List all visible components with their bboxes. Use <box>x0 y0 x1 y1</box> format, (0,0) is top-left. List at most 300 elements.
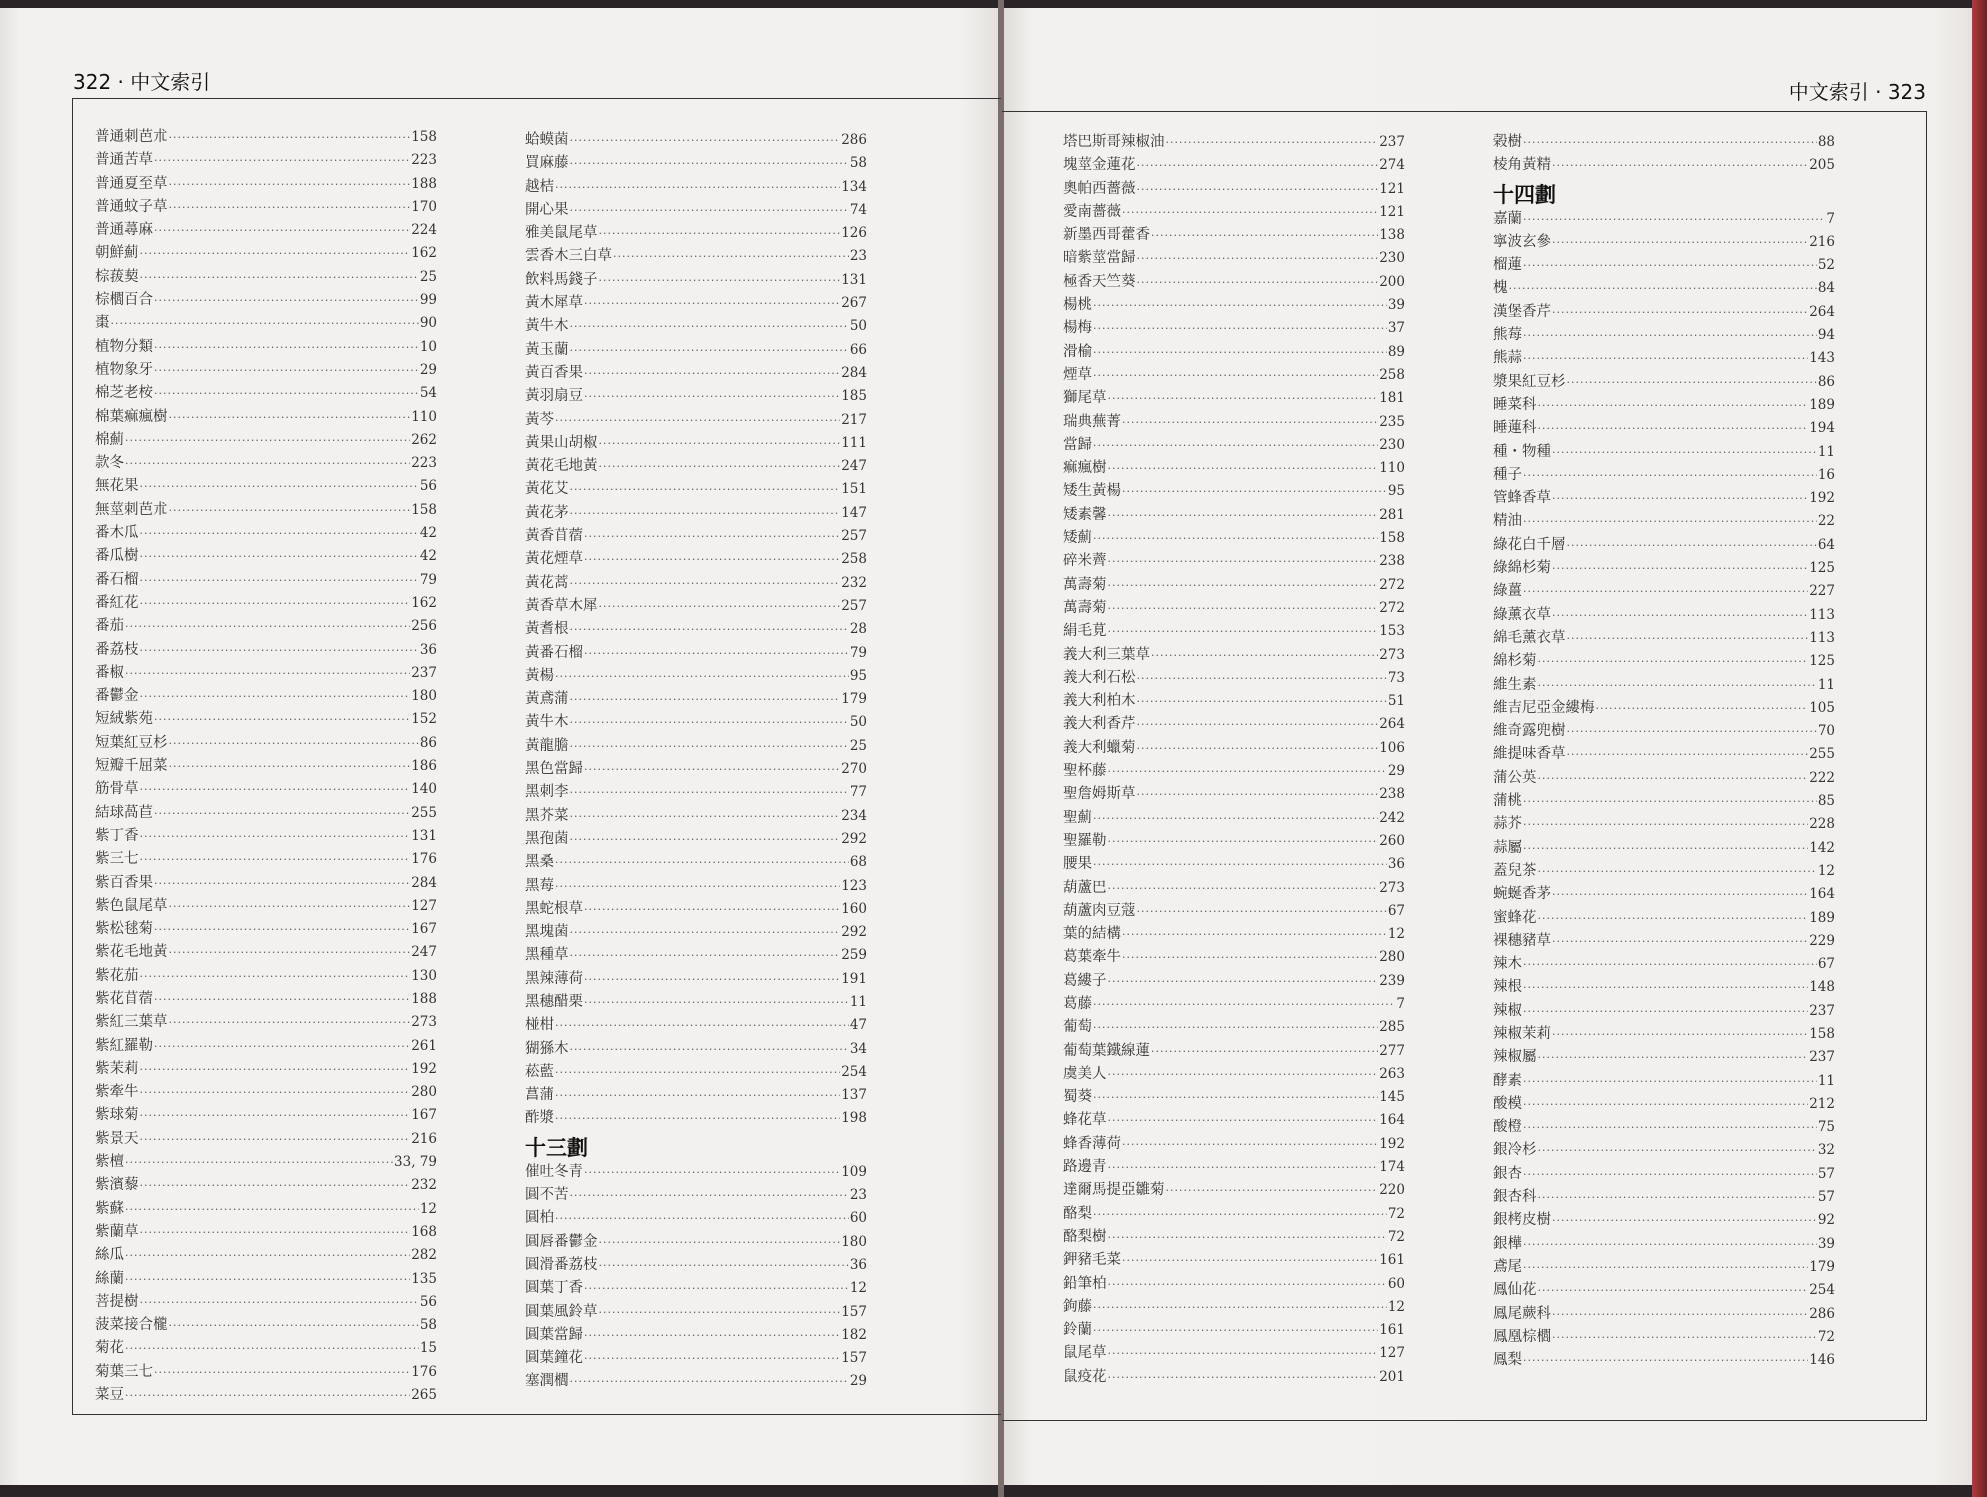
leader-dots <box>1151 224 1378 247</box>
index-entry <box>1063 341 1405 364</box>
entry-term: 普通蚊子草 <box>95 198 168 215</box>
entry-page-number: 64 <box>1817 536 1835 553</box>
entry-page-number: 25 <box>419 268 437 285</box>
entry-term: 酵素 <box>1493 1072 1522 1089</box>
index-entry <box>95 872 437 895</box>
leader-dots <box>599 432 841 455</box>
index-entry <box>95 1198 437 1221</box>
index-entry <box>95 708 437 731</box>
entry-term: 鉤藤 <box>1063 1298 1092 1315</box>
entry-term: 蒲公英 <box>1493 769 1537 786</box>
entry-term: 菊花 <box>95 1340 124 1357</box>
entry-term: 鳶尾 <box>1493 1258 1522 1275</box>
entry-term: 黃牛木 <box>525 714 569 731</box>
entry-term: 黑桑 <box>525 854 554 871</box>
leader-dots <box>584 525 840 548</box>
entry-page-number: 7 <box>1826 210 1835 227</box>
index-entry <box>1063 457 1405 480</box>
entry-term: 蜂香薄荷 <box>1063 1135 1121 1152</box>
index-entry <box>525 269 867 292</box>
entry-term: 棉芝老桉 <box>95 385 153 402</box>
entry-page-number: 267 <box>841 295 867 312</box>
index-entry <box>95 522 437 545</box>
leader-dots <box>584 1277 849 1300</box>
entry-page-number: 285 <box>1379 1019 1405 1036</box>
entry-term: 棉葉痲瘋樹 <box>95 408 168 425</box>
entry-term: 紫紅羅勒 <box>95 1037 153 1054</box>
entry-term: 葫蘆肉豆蔻 <box>1063 902 1136 919</box>
index-entry <box>525 1107 867 1130</box>
index-entry <box>525 921 867 944</box>
entry-page-number: 157 <box>841 1350 867 1367</box>
entry-term: 普通苦草 <box>95 152 153 169</box>
index-entry <box>1493 860 1835 883</box>
index-entry <box>1493 1349 1835 1372</box>
index-entry <box>95 149 437 172</box>
entry-page-number: 247 <box>411 944 437 961</box>
entry-page-number: 255 <box>411 804 437 821</box>
leader-dots <box>140 1291 419 1314</box>
entry-page-number: 67 <box>1817 956 1835 973</box>
entry-term: 黃花煙草 <box>525 551 583 568</box>
entry-term: 雅美鼠尾草 <box>525 225 598 242</box>
leader-dots <box>570 1370 849 1393</box>
entry-page-number: 106 <box>1379 739 1405 756</box>
entry-page-number: 66 <box>849 341 867 358</box>
index-entry <box>1493 534 1835 557</box>
leader-dots <box>125 429 410 452</box>
leader-dots <box>1523 790 1817 813</box>
leader-dots <box>140 266 419 289</box>
entry-page-number: 28 <box>849 621 867 638</box>
entry-term: 漢堡香芹 <box>1493 303 1551 320</box>
entry-term: 楊梅 <box>1063 320 1092 337</box>
entry-page-number: 73 <box>1387 669 1405 686</box>
entry-term: 維生素 <box>1493 676 1537 693</box>
entry-term: 棱角黃精 <box>1493 157 1551 174</box>
entry-term: 筋骨草 <box>95 781 139 798</box>
index-entry <box>95 1081 437 1104</box>
entry-term: 裸穗豬草 <box>1493 932 1551 949</box>
leader-dots <box>140 639 419 662</box>
entry-page-number: 167 <box>411 921 437 938</box>
entry-term: 款冬 <box>95 455 124 472</box>
leader-dots <box>154 802 410 825</box>
entry-page-number: 182 <box>841 1326 867 1343</box>
leader-dots <box>1093 1086 1378 1109</box>
entry-page-number: 212 <box>1809 1095 1835 1112</box>
leader-dots <box>125 662 410 685</box>
index-entry <box>525 362 867 385</box>
entry-page-number: 247 <box>841 458 867 475</box>
leader-dots <box>1523 347 1808 370</box>
entry-term: 熊蒜 <box>1493 350 1522 367</box>
leader-dots <box>570 502 841 525</box>
entry-page-number: 229 <box>1809 932 1835 949</box>
index-entry <box>525 152 867 175</box>
entry-term: 塞潤櫚 <box>525 1373 569 1390</box>
index-entry <box>1063 574 1405 597</box>
entry-term: 嘉蘭 <box>1493 210 1522 227</box>
leader-dots <box>1137 783 1379 806</box>
leader-dots <box>154 872 410 895</box>
entry-term: 矮生黃楊 <box>1063 483 1121 500</box>
entry-term: 鳳仙花 <box>1493 1282 1537 1299</box>
entry-page-number: 223 <box>411 455 437 472</box>
entry-term: 黃耆根 <box>525 621 569 638</box>
leader-dots <box>1137 247 1379 270</box>
index-entry <box>1063 900 1405 923</box>
entry-term: 熊莓 <box>1493 327 1522 344</box>
leader-dots <box>1108 597 1379 620</box>
entry-term: 銀杏 <box>1493 1165 1522 1182</box>
entry-term: 銀樺 <box>1493 1235 1522 1252</box>
leader-dots <box>599 222 841 245</box>
entry-term: 鳳尾蕨科 <box>1493 1305 1551 1322</box>
leader-dots <box>599 595 841 618</box>
entry-term: 蜜蜂花 <box>1493 909 1537 926</box>
index-entry <box>95 242 437 265</box>
index-entry <box>1493 487 1835 510</box>
leader-dots <box>1108 1273 1387 1296</box>
index-entry <box>1063 620 1405 643</box>
entry-term: 絹毛莧 <box>1063 623 1107 640</box>
index-entry <box>95 336 437 359</box>
entry-term: 黃果山胡椒 <box>525 434 598 451</box>
leader-dots <box>1523 580 1808 603</box>
leader-dots <box>1137 690 1387 713</box>
entry-page-number: 11 <box>1817 443 1835 460</box>
index-entry <box>1063 1319 1405 1342</box>
index-entry <box>1493 371 1835 394</box>
index-entry <box>1063 830 1405 853</box>
entry-term: 植物分類 <box>95 338 153 355</box>
index-entry <box>95 895 437 918</box>
index-column-4 <box>1493 131 1835 1372</box>
entry-term: 銀栲皮樹 <box>1493 1212 1551 1229</box>
index-entry <box>95 802 437 825</box>
leader-dots <box>140 965 411 988</box>
index-entry <box>1063 434 1405 457</box>
leader-dots <box>140 545 419 568</box>
entry-page-number: 90 <box>419 315 437 332</box>
index-entry <box>95 592 437 615</box>
entry-page-number: 185 <box>841 388 867 405</box>
index-entry <box>1063 1040 1405 1063</box>
index-entry <box>525 1038 867 1061</box>
leader-dots <box>584 292 840 315</box>
entry-term: 圓葉當歸 <box>525 1326 583 1343</box>
entry-page-number: 257 <box>841 597 867 614</box>
entry-page-number: 86 <box>1817 373 1835 390</box>
entry-page-number: 192 <box>1379 1135 1405 1152</box>
index-entry <box>95 755 437 778</box>
index-entry <box>95 988 437 1011</box>
index-entry <box>1063 1273 1405 1296</box>
leader-dots <box>1538 860 1817 883</box>
entry-page-number: 254 <box>841 1063 867 1080</box>
entry-page-number: 15 <box>419 1340 437 1357</box>
leader-dots <box>555 1084 840 1107</box>
leader-dots <box>125 1384 410 1407</box>
index-entry <box>525 642 867 665</box>
index-entry <box>525 502 867 525</box>
leader-dots <box>1523 510 1817 533</box>
entry-term: 黑芥菜 <box>525 807 569 824</box>
leader-dots <box>555 176 840 199</box>
entry-page-number: 143 <box>1809 350 1835 367</box>
entry-page-number: 235 <box>1379 413 1405 430</box>
index-entry <box>1493 790 1835 813</box>
entry-page-number: 126 <box>841 225 867 242</box>
leader-dots <box>1567 743 1809 766</box>
index-entry <box>95 825 437 848</box>
entry-term: 紫丁香 <box>95 827 139 844</box>
index-entry <box>1063 923 1405 946</box>
index-entry <box>1493 1279 1835 1302</box>
leader-dots <box>154 382 419 405</box>
index-entry <box>95 126 437 149</box>
leader-dots <box>140 242 411 265</box>
entry-page-number: 137 <box>841 1087 867 1104</box>
entry-term: 義大利香芹 <box>1063 716 1136 733</box>
index-entry <box>1493 1233 1835 1256</box>
index-entry <box>1493 953 1835 976</box>
entry-term: 黃百香果 <box>525 364 583 381</box>
entry-page-number: 152 <box>411 711 437 728</box>
entry-term: 酸模 <box>1493 1095 1522 1112</box>
entry-page-number: 36 <box>849 1256 867 1273</box>
entry-page-number: 142 <box>1809 839 1835 856</box>
index-entry <box>525 968 867 991</box>
entry-page-number: 189 <box>1809 909 1835 926</box>
entry-term: 綠薑 <box>1493 583 1522 600</box>
index-entry <box>1063 644 1405 667</box>
leader-dots <box>1108 830 1379 853</box>
index-entry <box>1063 387 1405 410</box>
entry-term: 鳳凰棕櫚 <box>1493 1328 1551 1345</box>
entry-term: 黃鳶蒲 <box>525 691 569 708</box>
index-entry <box>1493 301 1835 324</box>
index-entry <box>1063 201 1405 224</box>
index-entry <box>95 685 437 708</box>
index-entry <box>95 1361 437 1384</box>
index-entry <box>525 595 867 618</box>
index-entry <box>1493 743 1835 766</box>
entry-term: 蒜芥 <box>1493 816 1522 833</box>
entry-term: 菠菜接合櫳 <box>95 1317 168 1334</box>
entry-term: 圓葉鐘花 <box>525 1350 583 1367</box>
index-entry <box>1493 674 1835 697</box>
entry-page-number: 54 <box>419 385 437 402</box>
entry-term: 黃香草木犀 <box>525 597 598 614</box>
entry-page-number: 158 <box>411 129 437 145</box>
entry-term: 綿毛薰衣草 <box>1493 629 1566 646</box>
entry-term: 番荔枝 <box>95 641 139 658</box>
leader-dots <box>555 1107 840 1130</box>
entry-page-number: 36 <box>1387 856 1405 873</box>
index-entry <box>1063 364 1405 387</box>
index-entry <box>1493 557 1835 580</box>
entry-page-number: 56 <box>419 1293 437 1310</box>
index-entry <box>525 1277 867 1300</box>
entry-page-number: 262 <box>411 431 437 448</box>
entry-term: 路邊青 <box>1063 1159 1107 1176</box>
entry-term: 管蜂香草 <box>1493 490 1551 507</box>
entry-term: 葛縷子 <box>1063 972 1107 989</box>
entry-term: 棉薊 <box>95 431 124 448</box>
leader-dots <box>169 406 411 429</box>
entry-term: 鼠尾草 <box>1063 1345 1107 1362</box>
leader-dots <box>570 828 841 851</box>
leader-dots <box>1552 604 1808 627</box>
index-entry <box>1063 1296 1405 1319</box>
entry-page-number: 237 <box>1809 1002 1835 1019</box>
entry-page-number: 273 <box>1379 879 1405 896</box>
entry-term: 紫濱藜 <box>95 1177 139 1194</box>
leader-dots <box>140 778 411 801</box>
entry-term: 菘藍 <box>525 1063 554 1080</box>
entry-term: 義大利三葉草 <box>1063 646 1150 663</box>
entry-page-number: 23 <box>849 248 867 265</box>
entry-term: 蒲桃 <box>1493 793 1522 810</box>
leader-dots <box>1122 1249 1378 1272</box>
entry-page-number: 176 <box>411 851 437 868</box>
leader-dots <box>140 825 411 848</box>
entry-page-number: 34 <box>849 1040 867 1057</box>
entry-page-number: 255 <box>1809 746 1835 763</box>
index-entry <box>1063 1086 1405 1109</box>
entry-page-number: 135 <box>411 1270 437 1287</box>
entry-page-number: 79 <box>849 644 867 661</box>
leader-dots <box>599 455 841 478</box>
entry-page-number: 58 <box>849 155 867 172</box>
index-entry <box>95 266 437 289</box>
index-entry <box>1063 783 1405 806</box>
leader-dots <box>140 1128 411 1151</box>
entry-page-number: 265 <box>411 1387 437 1404</box>
entry-page-number: 50 <box>849 318 867 335</box>
entry-page-number: 39 <box>1387 297 1405 314</box>
entry-term: 辣根 <box>1493 979 1522 996</box>
entry-page-number: 113 <box>1809 606 1835 623</box>
entry-page-number: 270 <box>841 761 867 778</box>
leader-dots <box>1552 1023 1808 1046</box>
leader-dots <box>570 711 849 734</box>
leader-dots <box>1151 644 1378 667</box>
leader-dots <box>169 173 411 196</box>
index-entry <box>95 1011 437 1034</box>
entry-page-number: 121 <box>1379 180 1405 197</box>
entry-page-number: 200 <box>1379 273 1405 290</box>
entry-term: 紫色鼠尾草 <box>95 897 168 914</box>
index-entry <box>525 129 867 152</box>
leader-dots <box>1093 1203 1387 1226</box>
leader-dots <box>169 499 411 522</box>
stroke-count-heading: 十四劃 <box>1493 182 1556 207</box>
entry-page-number: 146 <box>1809 1352 1835 1369</box>
entry-term: 催吐冬青 <box>525 1163 583 1180</box>
leader-dots <box>1108 1109 1379 1132</box>
leader-dots <box>1523 953 1817 976</box>
entry-term: 黃花艾 <box>525 481 569 498</box>
index-entry <box>525 245 867 268</box>
index-entry <box>95 475 437 498</box>
entry-page-number: 280 <box>1379 949 1405 966</box>
index-entry <box>1493 907 1835 930</box>
entry-term: 短葉紅豆杉 <box>95 734 168 751</box>
index-entry <box>1493 1186 1835 1209</box>
entry-page-number: 238 <box>1379 553 1405 570</box>
leader-dots <box>154 336 419 359</box>
index-entry <box>1493 231 1835 254</box>
index-entry <box>1493 324 1835 347</box>
entry-term: 無莖刺芭朮 <box>95 501 168 518</box>
entry-page-number: 77 <box>849 784 867 801</box>
entry-page-number: 222 <box>1809 769 1835 786</box>
index-entry <box>1063 1016 1405 1039</box>
entry-term: 絲蘭 <box>95 1270 124 1287</box>
leader-dots <box>570 921 841 944</box>
leader-dots <box>584 362 840 385</box>
entry-page-number: 58 <box>419 1317 437 1334</box>
entry-term: 短絨紫苑 <box>95 711 153 728</box>
index-entry <box>1493 464 1835 487</box>
entry-term: 葛葉牽牛 <box>1063 949 1121 966</box>
entry-page-number: 234 <box>841 807 867 824</box>
leader-dots <box>555 875 840 898</box>
leader-dots <box>1122 923 1387 946</box>
entry-term: 綠花白千層 <box>1493 536 1566 553</box>
leader-dots <box>570 1038 849 1061</box>
entry-term: 黑蛇根草 <box>525 900 583 917</box>
entry-term: 黃香苜蓿 <box>525 528 583 545</box>
entry-page-number: 292 <box>841 830 867 847</box>
index-entry <box>1493 627 1835 650</box>
entry-page-number: 47 <box>849 1017 867 1034</box>
index-entry <box>1063 1109 1405 1132</box>
leader-dots <box>1552 154 1808 177</box>
index-entry <box>525 991 867 1014</box>
leader-dots <box>1523 1000 1808 1023</box>
entry-page-number: 179 <box>1809 1258 1835 1275</box>
index-entry <box>95 1128 437 1151</box>
entry-page-number: 95 <box>849 667 867 684</box>
leader-dots <box>1122 480 1387 503</box>
entry-page-number: 282 <box>411 1247 437 1264</box>
entry-term: 維提味香草 <box>1493 746 1566 763</box>
entry-page-number: 60 <box>1387 1275 1405 1292</box>
entry-term: 鈴蘭 <box>1063 1322 1092 1339</box>
leader-dots <box>584 1324 840 1347</box>
entry-page-number: 168 <box>411 1223 437 1240</box>
index-entry <box>1493 1326 1835 1349</box>
entry-term: 辣木 <box>1493 956 1522 973</box>
index-entry <box>1063 853 1405 876</box>
leader-dots <box>1552 301 1808 324</box>
index-entry <box>525 478 867 501</box>
entry-page-number: 36 <box>419 641 437 658</box>
index-entry <box>95 452 437 475</box>
entry-page-number: 238 <box>1379 786 1405 803</box>
entry-term: 暗紫莖當歸 <box>1063 250 1136 267</box>
entry-page-number: 161 <box>1379 1252 1405 1269</box>
index-entry <box>95 219 437 242</box>
entry-term: 塊莖金蓮花 <box>1063 157 1136 174</box>
leader-dots <box>1523 1256 1808 1279</box>
entry-page-number: 192 <box>411 1060 437 1077</box>
leader-dots <box>584 385 840 408</box>
